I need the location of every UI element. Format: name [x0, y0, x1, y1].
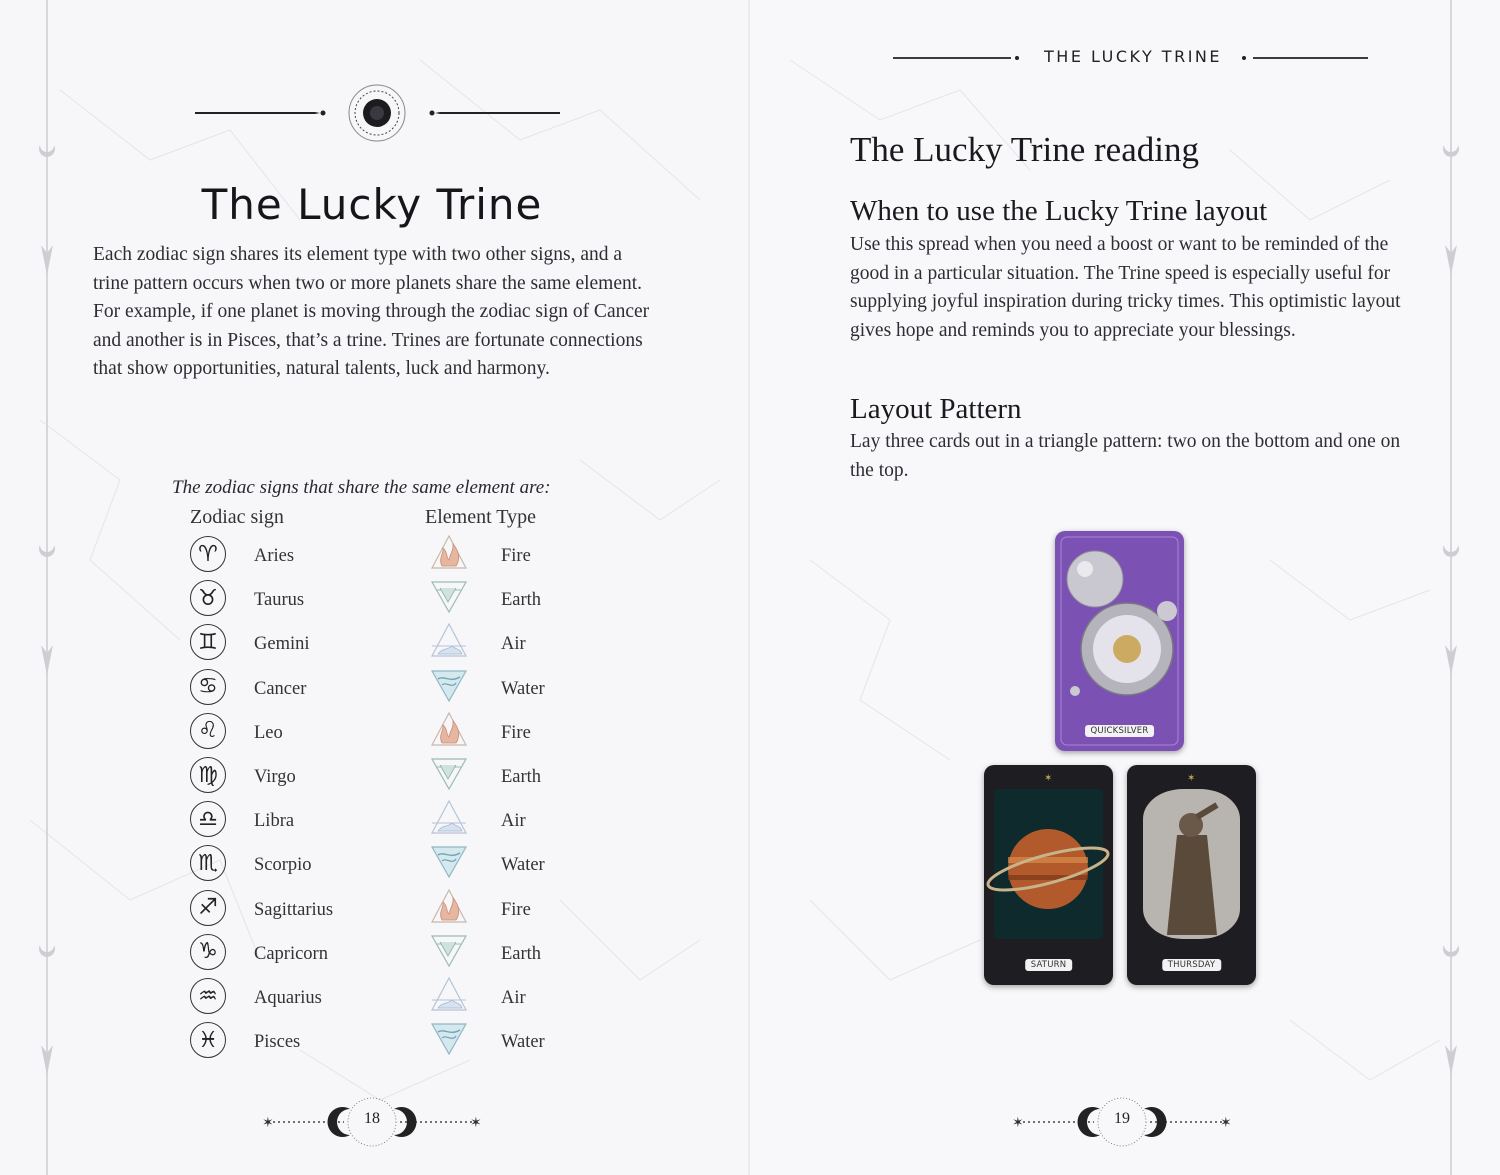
table-caption: The zodiac signs that share the same element are: — [172, 477, 551, 498]
earth-icon — [428, 930, 470, 970]
air-icon — [428, 797, 470, 837]
saturn-artwork — [984, 765, 1113, 985]
air-icon — [428, 974, 470, 1014]
zodiac-glyph-icon: ♒ — [190, 978, 226, 1014]
zodiac-row — [0, 713, 531, 757]
water-icon — [428, 1018, 470, 1058]
element-type-name: Air — [501, 634, 526, 655]
earth-icon — [428, 576, 470, 616]
zodiac-row — [0, 624, 526, 668]
zodiac-row — [0, 801, 526, 845]
zodiac-glyph-icon: ♈ — [190, 536, 226, 572]
element-type-name: Water — [501, 1032, 545, 1053]
zodiac-row — [0, 978, 526, 1022]
zodiac-sign-name: Capricorn — [254, 943, 328, 964]
zodiac-sign-name: Aries — [254, 546, 295, 566]
water-icon — [428, 841, 470, 881]
svg-text:✶: ✶ — [1012, 1115, 1024, 1131]
zodiac-row — [0, 890, 531, 934]
zodiac-glyph-icon: ♓ — [190, 1022, 226, 1058]
element-type-name: Air — [501, 811, 526, 832]
zodiac-sign-name: Gemini — [254, 634, 310, 655]
section-heading: The Lucky Trine reading — [850, 130, 1199, 169]
zodiac-sign-name: Leo — [254, 722, 283, 743]
page-number-right: 19 — [1114, 1110, 1130, 1127]
zodiac-sign-name: Pisces — [254, 1032, 301, 1053]
zodiac-glyph-icon: ♎ — [190, 801, 226, 837]
zodiac-sign-name: Libra — [254, 811, 295, 832]
zodiac-glyph-icon: ♐ — [190, 890, 226, 926]
element-type-name: Earth — [501, 767, 542, 787]
element-type-name: Fire — [501, 722, 531, 743]
card-saturn — [984, 765, 1113, 985]
svg-text:✶: ✶ — [1220, 1115, 1232, 1131]
element-type-name: Water — [501, 855, 545, 876]
quicksilver-artwork — [1055, 531, 1184, 751]
fire-icon — [428, 709, 470, 749]
water-icon — [428, 665, 470, 705]
card-label-thursday: THURSDAY — [1162, 959, 1221, 971]
zodiac-glyph-icon: ♑ — [190, 934, 226, 970]
zodiac-row — [0, 934, 542, 978]
when-to-use-paragraph: Use this spread when you need a boost or want to be reminded of the good in a particular situation. The Trine speed is especially useful for supplying joyful inspiration during tricky times. This optimistic layout gives hope and reminds you to appreciate your blessings. — [850, 234, 1401, 341]
right-page — [750, 0, 1500, 1175]
element-type-name: Earth — [501, 590, 542, 611]
card-label-quicksilver: QUICKSILVER — [1085, 725, 1155, 737]
subheading-when-to-use: When to use the Lucky Trine layout — [850, 195, 1268, 227]
element-type-name: Earth — [501, 943, 542, 964]
page-title: The Lucky Trine — [201, 180, 543, 229]
svg-text:✶: ✶ — [470, 1115, 482, 1131]
zodiac-sign-name: Aquarius — [254, 988, 322, 1008]
element-type-name: Water — [501, 678, 545, 699]
zodiac-row — [0, 536, 531, 580]
earth-icon — [428, 753, 470, 793]
fire-icon — [428, 886, 470, 926]
zodiac-row — [0, 1022, 545, 1066]
zodiac-row — [0, 580, 542, 624]
zodiac-row — [0, 845, 545, 889]
moon-border-ornaments-right — [1438, 0, 1464, 1175]
svg-text:✶: ✶ — [1187, 773, 1196, 784]
card-quicksilver — [1055, 531, 1184, 751]
element-type-name: Fire — [501, 899, 531, 920]
column-header-zodiac-sign: Zodiac sign — [190, 506, 284, 528]
zodiac-sign-name: Virgo — [254, 767, 296, 787]
intro-paragraph: Each zodiac sign shares its element type with two other signs, and a trine pattern occurs when two or more planets share the same element. For example, if one planet is moving through the zodiac sign of Cancer and another is in Pisces, that’s a trine. Trines are fortunate connections that show opportunities, natural talents, luck and harmony. — [93, 244, 650, 380]
svg-text:✶: ✶ — [262, 1115, 274, 1131]
column-header-element-type: Element Type — [425, 506, 536, 528]
header-sun-ornament — [195, 82, 560, 144]
layout-pattern-paragraph: Lay three cards out in a triangle pattern: two on the bottom and one on the top. — [850, 431, 1401, 481]
subheading-layout-pattern: Layout Pattern — [850, 393, 1022, 425]
zodiac-glyph-icon: ♋ — [190, 669, 226, 705]
card-thursday — [1127, 765, 1256, 985]
running-head: THE LUCKY TRINE — [1044, 47, 1222, 66]
zodiac-row — [0, 669, 545, 713]
air-icon — [428, 620, 470, 660]
zodiac-sign-name: Cancer — [254, 678, 307, 699]
zodiac-glyph-icon: ♍ — [190, 757, 226, 793]
zodiac-glyph-icon: ♊ — [190, 624, 226, 660]
page-number: 18 — [364, 1110, 380, 1127]
zodiac-sign-name: Taurus — [254, 590, 305, 611]
zodiac-sign-name: Sagittarius — [254, 899, 334, 920]
thursday-artwork — [1127, 765, 1256, 985]
element-type-name: Fire — [501, 546, 531, 566]
fire-icon — [428, 532, 470, 572]
zodiac-sign-name: Scorpio — [254, 855, 312, 876]
element-type-name: Air — [501, 988, 526, 1008]
zodiac-glyph-icon: ♏ — [190, 845, 226, 881]
zodiac-glyph-icon: ♌ — [190, 713, 226, 749]
zodiac-glyph-icon: ♉ — [190, 580, 226, 616]
zodiac-row — [0, 757, 542, 801]
zodiac-element-table — [0, 536, 750, 1076]
svg-text:✶: ✶ — [1044, 773, 1053, 784]
card-label-saturn: SATURN — [1025, 959, 1073, 971]
